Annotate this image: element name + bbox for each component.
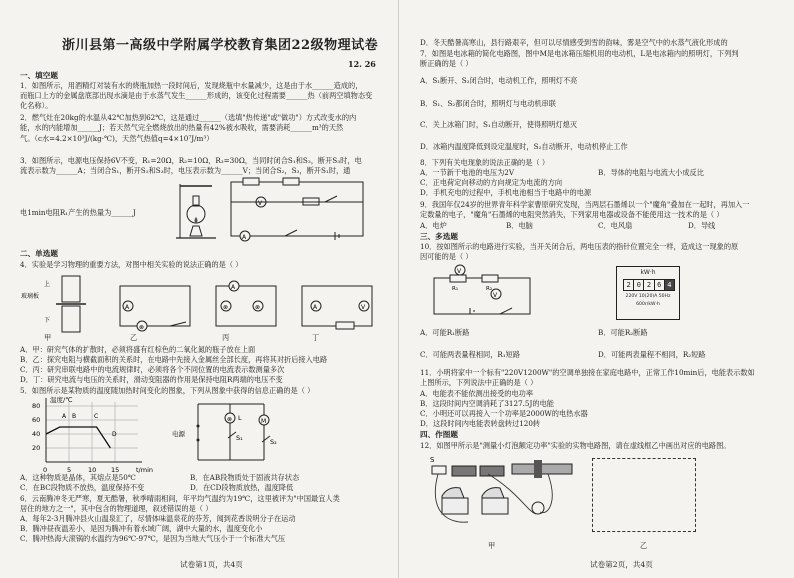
ytick-80: 80 [32,402,41,410]
point-c: C [94,413,99,420]
right-footer: 试卷第2页，共4页 [590,560,653,569]
meter-digit: 2 [624,280,634,290]
glass-plate-label: 玻璃板 [21,293,40,300]
q7-option-c: C．关上冰箱门时，S₁自动断开，使得照明灯熄灭 [420,120,578,129]
q7-option-a: A．S₁断开、S₂闭合时，电动机工作，照明灯不亮 [420,76,578,85]
exam-date: 12. 26 [348,59,376,69]
meter-digit: 4 [665,280,674,290]
page-divider [398,0,399,578]
q9-option-b: B．电脑 [506,221,533,230]
q8-option-c: C．正电荷定向移动的方向规定为电流的方向 [420,178,563,187]
q4-label-yi: 乙 [130,333,138,342]
q6-option-d: D．冬天酷暑高寒山，县行路艰辛，但可以尽情感受到雪的韵味，雾是空气中的水蒸气液化形成的 [420,38,728,47]
temperature-curve [46,427,110,448]
point-b: B [72,413,77,420]
svg-text:V: V [361,304,366,311]
page-title: 浙川县第一高级中学附属学校教育集团22级物理试卷 [62,38,379,53]
q6-option-c: C．腾冲热海大滚锅的水温约为96℃-97℃，是因为当地大气压小于一个标准大气压 [20,534,286,543]
q7-line2: 断正确的是（ ） [420,59,473,68]
q4-option-b: B．乙：探究电阻与横截面积的关系时，在电路中先接入金属丝全部长度，再将其对折后接入电路 [20,355,328,364]
meter-digit: 2 [644,280,654,290]
q10-line2: 因可能的是（ ） [420,252,473,261]
q4-option-d: D．丁：研究电流与电压的关系时，滑动变阻器的作用是保持电阻R两端的电压不变 [20,375,283,384]
lamp-label: L [238,414,242,422]
switch-label: S [430,456,435,464]
q5-stem: 5．如图所示是某物质的温度随加热时间变化的图象，下列从图象中获得的信息正确的是（ ） [20,386,315,395]
meter-digits [623,279,675,291]
q3-circuit-figure [225,176,375,244]
q12-label-yi: 乙 [640,541,648,550]
q6-option-b: B．腾冲昼夜温差小，是因为腾冲有着水域广阔，湖中大量的水，温度变化小 [20,524,263,533]
svg-text:V: V [457,268,462,275]
q9-line2: 定数量的电子，"魔角"石墨烯的电阻突然消失，下列家用电器或设备不能使用这一技术的是（ ） [420,210,724,219]
q11-line2: 上图所示，下列说法中正确的是（ ） [420,378,538,387]
xtick-5: 5 [67,466,72,474]
q4-figures [20,272,390,344]
answer-dashed-box[interactable] [592,458,696,532]
xtick-0: 0 [43,466,48,474]
q9-option-a: A．电炉 [420,221,447,230]
svg-text:A: A [313,304,318,311]
q1-line1: 1．如图所示，用酒精灯对装有水的烧瓶加热一段时间后，发现烧瓶中水量减少，这是由于水______造成的， [20,81,363,90]
svg-text:M: M [261,418,267,425]
q6-line1: 6．云南腾冲冬无严寒，夏无酷暑，秋季晴雨相间，年平均气温约为19℃，这里被评为"中国最宜人类 [20,494,340,503]
meter-digit: 6 [655,280,665,290]
meter-title: kW·h [640,269,656,276]
svg-text:A: A [231,284,236,291]
q4-label-bing: 丙 [222,333,230,342]
section-multi-choice: 三、多选题 [420,232,458,241]
q1-line2: 而瓶口上方的金属盘底部出现水滴是由于水蒸气发生______形成的，该变化过程需要______热（前两空填物态变 [20,91,373,100]
meter-rating: 220V 10(20)A 50Hz [625,294,671,299]
q4-option-c: C．丙：研究串联电路中的电流规律时，必须将各个不同位置的电流表示数测量多次 [20,365,285,374]
q11-line1: 11．小明将家中一个标有"220V1200W"的空调单独接在家庭电路中，正常工作10min后，电能表示数如 [420,368,755,377]
q4-label-jia: 甲 [44,333,52,342]
q4-option-a: A．甲：研究气体的扩散时，必须将盛有红棕色的二氧化氮的瓶子放在上面 [20,345,256,354]
q3-line3: 电1min电阻R₁产生的热量为______J [20,208,136,217]
section-fill-blank: 一、填空题 [20,71,58,80]
q8-option-d: D．手机充电的过程中，手机电池相当于电路中的电源 [420,188,592,197]
q12-physical-circuit [428,452,578,538]
svg-text:V: V [258,200,263,207]
svg-text:上: 上 [44,281,51,288]
ytick-40: 40 [32,430,41,438]
q7-option-d: D．冰箱内温度降低到设定温度时，S₂自动断开，电动机停止工作 [420,142,628,151]
ytick-60: 60 [32,416,41,424]
q9-option-d: D．导线 [688,221,716,230]
xtick-10: 10 [88,466,97,474]
q4-stem: 4．实验是学习物理的重要方法，对图中相关实验的说法正确的是（ ） [20,260,243,269]
q7-line1: 7．如图是电冰箱的简化电路图，图中M是电冰箱压缩机用的电动机，L是电冰箱内的照明灯，下列判 [420,49,739,58]
q10-option-a: A．可能R₁断路 [420,328,470,337]
q11-option-a: A．电能表不能依测出接受的电功率 [420,389,534,398]
left-page [0,0,396,578]
q10-option-d: D．可能两表量程不相同，R₂短路 [598,350,706,359]
section-single-choice: 二、单选题 [20,249,58,258]
power-label: 电源 [172,430,185,438]
meter-constant: 600r/kW·h [636,302,660,307]
point-d: D [112,431,117,438]
left-footer: 试卷第1页，共4页 [180,560,243,569]
q7-option-b: B．S₁、S₂都闭合时，照明灯与电动机串联 [420,99,556,108]
s1-label: S₁ [236,434,243,442]
q10-option-b: B．可能R₂断路 [598,328,648,337]
q8-option-a: A．一节新干电池的电压为2V [420,168,515,177]
graph-xlabel: t/min [136,466,153,474]
right-page [402,0,794,578]
meter-digit: 0 [634,280,644,290]
s2-label: S₂ [270,438,277,446]
q5-temperature-graph [26,396,166,476]
graph-ylabel: 温度/℃ [50,396,73,404]
svg-text:V: V [493,292,498,299]
q5-option-b: B．在AB段物质处于固液共存状态 [190,473,300,482]
q5-option-a: A．这种物质是晶体，其熔点是50℃ [20,473,136,482]
svg-text:A: A [242,234,247,241]
q8-option-b: B．导体的电阻与电流大小成反比 [598,168,704,177]
q9-line1: 9．我国年仅24岁的世界青年科学家曹原研究发现，当两层石墨烯以一个"魔角"叠加在一起时，再加入一 [420,200,750,209]
q2-line2: 能，水的内能增加______J；若天然气完全燃烧放出的热量有42%被水吸收，需要消耗______m³的天然 [20,123,344,132]
xtick-15: 15 [111,466,120,474]
fridge-circuit-figure [168,398,280,468]
q6-option-a: A．每年2-3月腾冲县火山温泉汇了，尽情体味温泉花的芬芳，闻到花香说明分子在运动 [20,514,296,523]
q11-option-d: D．这段时间内电能表转盘转过120转 [420,419,541,428]
q5-option-c: C．在BC段物质不放热，温度保持不变 [20,483,145,492]
q11-option-c: C．小明还可以再接入一个功率是2000W的电热水器 [420,409,588,418]
q12-label-jia: 甲 [488,541,496,550]
svg-text:下: 下 [44,317,51,324]
q10-option-c: C．可能两表量程相同，R₁短路 [420,350,521,359]
q6-line2: 居住的地方之一"，其中包含的物理道理，叙述错误的是（ ） [20,504,213,513]
q9-option-c: C．电风扇 [598,221,633,230]
svg-text:R₁: R₁ [452,286,459,292]
q1-line3: 化名称）。 [20,101,53,110]
point-a: A [62,413,67,420]
q12-stem: 12．如图甲所示是"测量小灯泡额定功率"实验的实物电路图，请在虚线框乙中画出对应的电路图。 [420,441,731,450]
q3-line2: 流表示数为______A；当闭合S₁，断开S₂和S₃时，电压表示数为______V；当闭合S₂，S₃，断开S₁时，通 [20,166,351,175]
flask-apparatus-figure [172,178,222,244]
q11-option-b: B．这段时间内空调消耗了3127.5J的电能 [420,399,554,408]
energy-meter [616,266,680,320]
q2-line3: 气。（c水=4.2×10³J/(kg·℃)，天然气热值q=4×10⁷J/m³） [20,134,214,143]
svg-text:R₂: R₂ [486,286,493,292]
q5-option-d: D．在CD段物质放热，温度降低 [190,483,294,492]
q3-line1: 3．如图所示，电源电压保持6V不变，R₁=20Ω，R₂=10Ω，R₃=30Ω，当同时闭合S₁和S₂，断开S₃时，电 [20,156,362,165]
q10-circuit-figure [430,262,540,320]
q4-label-ding: 丁 [312,333,320,342]
svg-text:A: A [125,304,130,311]
ytick-20: 20 [32,444,41,452]
svg-text:⊗: ⊗ [227,416,233,423]
svg-text:⊗: ⊗ [255,304,261,311]
q10-line1: 10．按如图所示的电路进行实验，当开关闭合后，两电压表的指针位置完全一样，造成这一现象的原 [420,242,739,251]
q2-line1: 2．燃气灶在20kg的水温从42℃加热到62℃，这是通过______（选填"热传递"或"做功"）方式改变水的内 [20,113,357,122]
q8-stem: 8．下列有关电现象的说法正确的是（ ） [420,158,550,167]
section-drawing: 四、作图题 [420,430,458,439]
svg-text:⊗: ⊗ [223,304,229,311]
svg-text:⊗: ⊗ [139,324,145,331]
